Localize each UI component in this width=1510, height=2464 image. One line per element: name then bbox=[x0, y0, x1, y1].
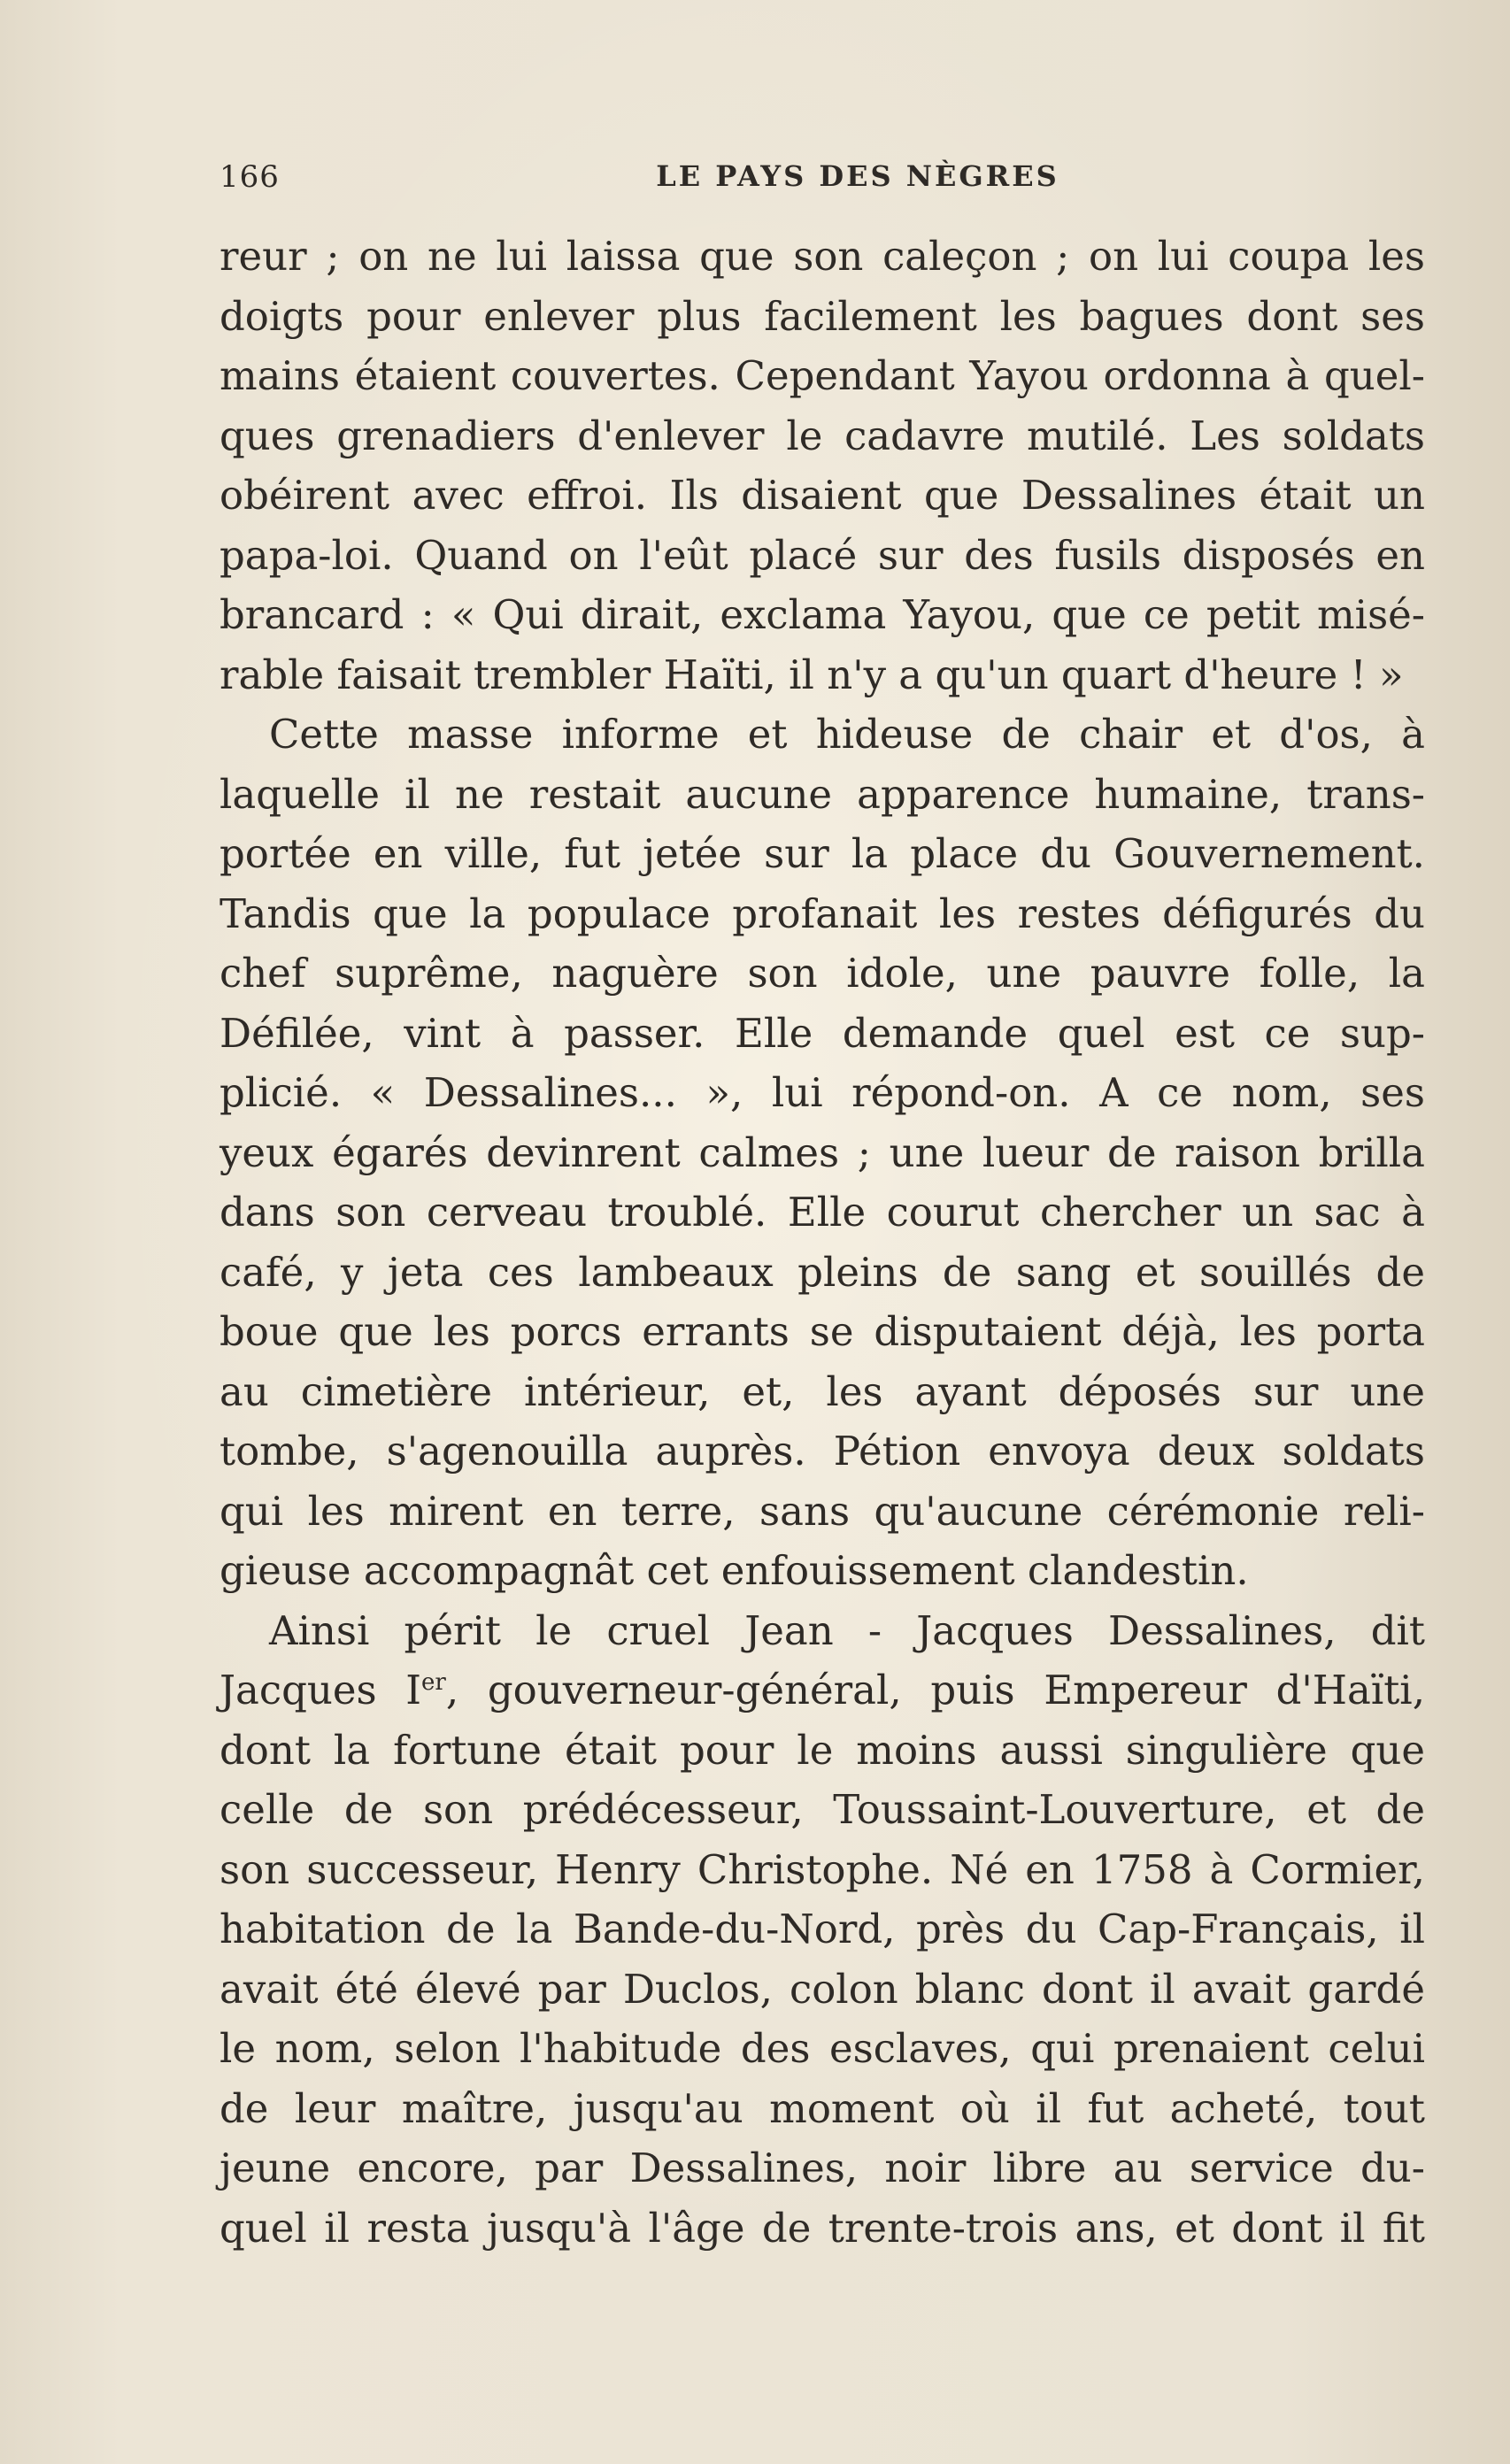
text-line: avait été élevé par Duclos, colon blanc dont il avait gardé bbox=[220, 1965, 1425, 2013]
text-line: de leur maître, jusqu'au moment où il fut acheté, tout bbox=[220, 2084, 1425, 2132]
text-line: Ainsi périt le cruel Jean - Jacques Dessalines, dit bbox=[269, 1606, 1425, 1654]
text-fragment: , gouverneur-général, puis Empereur d'Haïti, bbox=[445, 1667, 1425, 1713]
text-line: laquelle il ne restait aucune apparence humaine, trans- bbox=[220, 770, 1425, 818]
text-line: celle de son prédécesseur, Toussaint-Louverture, et de bbox=[220, 1786, 1425, 1833]
text-line: brancard : « Qui dirait, exclama Yayou, que ce petit misé- bbox=[220, 591, 1425, 638]
text-line: au cimetière intérieur, et, les ayant déposés sur une bbox=[220, 1367, 1425, 1415]
text-fragment: Jacques I bbox=[220, 1667, 422, 1713]
page-number: 166 bbox=[220, 159, 280, 195]
text-line: rable faisait trembler Haïti, il n'y a qu'un quart d'heure ! » bbox=[220, 651, 1404, 698]
text-line: Tandis que la populace profanait les restes défigurés du bbox=[220, 889, 1425, 937]
text-line: ques grenadiers d'enlever le cadavre mutilé. Les soldats bbox=[220, 412, 1425, 459]
text-line bbox=[220, 1660, 1425, 1721]
text-line: habitation de la Bande-du-Nord, près du Cap-Français, il bbox=[220, 1906, 1425, 1952]
text-line: le nom, selon l'habitude des esclaves, qui prenaient celui bbox=[220, 2025, 1425, 2072]
text-line: chef suprême, naguère son idole, une pauvre folle, la bbox=[220, 950, 1425, 997]
text-line: reur ; on ne lui laissa que son caleçon ; on lui coupa les bbox=[220, 233, 1425, 280]
text-line: jeune encore, par Dessalines, noir libre au service du- bbox=[220, 2144, 1425, 2191]
text-line: son successeur, Henry Christophe. Né en 1758 à Cormier, bbox=[220, 1845, 1425, 1893]
text-line: mains étaient couvertes. Cependant Yayou ordonna à quel- bbox=[220, 352, 1425, 399]
text-line: plicié. « Dessalines... », lui répond-on. A ce nom, ses bbox=[220, 1069, 1425, 1116]
text-line: dans son cerveau troublé. Elle courut chercher un sac à bbox=[220, 1189, 1425, 1236]
text-line: Cette masse informe et hideuse de chair et d'os, à bbox=[269, 711, 1425, 758]
running-title: LE PAYS DES NÈGRES bbox=[656, 159, 1059, 193]
text-line: obéirent avec effroi. Ils disaient que Dessalines était un bbox=[220, 472, 1425, 519]
text-line: quel il resta jusqu'à l'âge de trente-trois ans, et dont il fit bbox=[220, 2204, 1425, 2252]
text-line: portée en ville, fut jetée sur la place du Gouvernement. bbox=[220, 830, 1425, 877]
text-line: café, y jeta ces lambeaux pleins de sang et souillés de bbox=[220, 1248, 1425, 1296]
text-line: gieuse accompagnât cet enfouissement clandestin. bbox=[220, 1547, 1249, 1594]
text-line: papa-loi. Quand on l'eût placé sur des fusils disposés en bbox=[220, 531, 1425, 579]
text-line: tombe, s'agenouilla auprès. Pétion envoya deux soldats bbox=[220, 1428, 1425, 1475]
text-line: Défilée, vint à passer. Elle demande quel est ce sup- bbox=[220, 1009, 1425, 1057]
page-header bbox=[220, 159, 1425, 204]
body-text bbox=[220, 227, 1425, 2258]
superscript: er bbox=[421, 1669, 446, 1696]
text-line: dont la fortune était pour le moins aussi singulière que bbox=[220, 1726, 1425, 1774]
text-line: qui les mirent en terre, sans qu'aucune cérémonie reli- bbox=[220, 1487, 1425, 1535]
text-line: boue que les porcs errants se disputaient déjà, les porta bbox=[220, 1308, 1425, 1355]
text-line: yeux égarés devinrent calmes ; une lueur de raison brilla bbox=[220, 1128, 1425, 1176]
text-line: doigts pour enlever plus facilement les bagues dont ses bbox=[220, 292, 1425, 340]
